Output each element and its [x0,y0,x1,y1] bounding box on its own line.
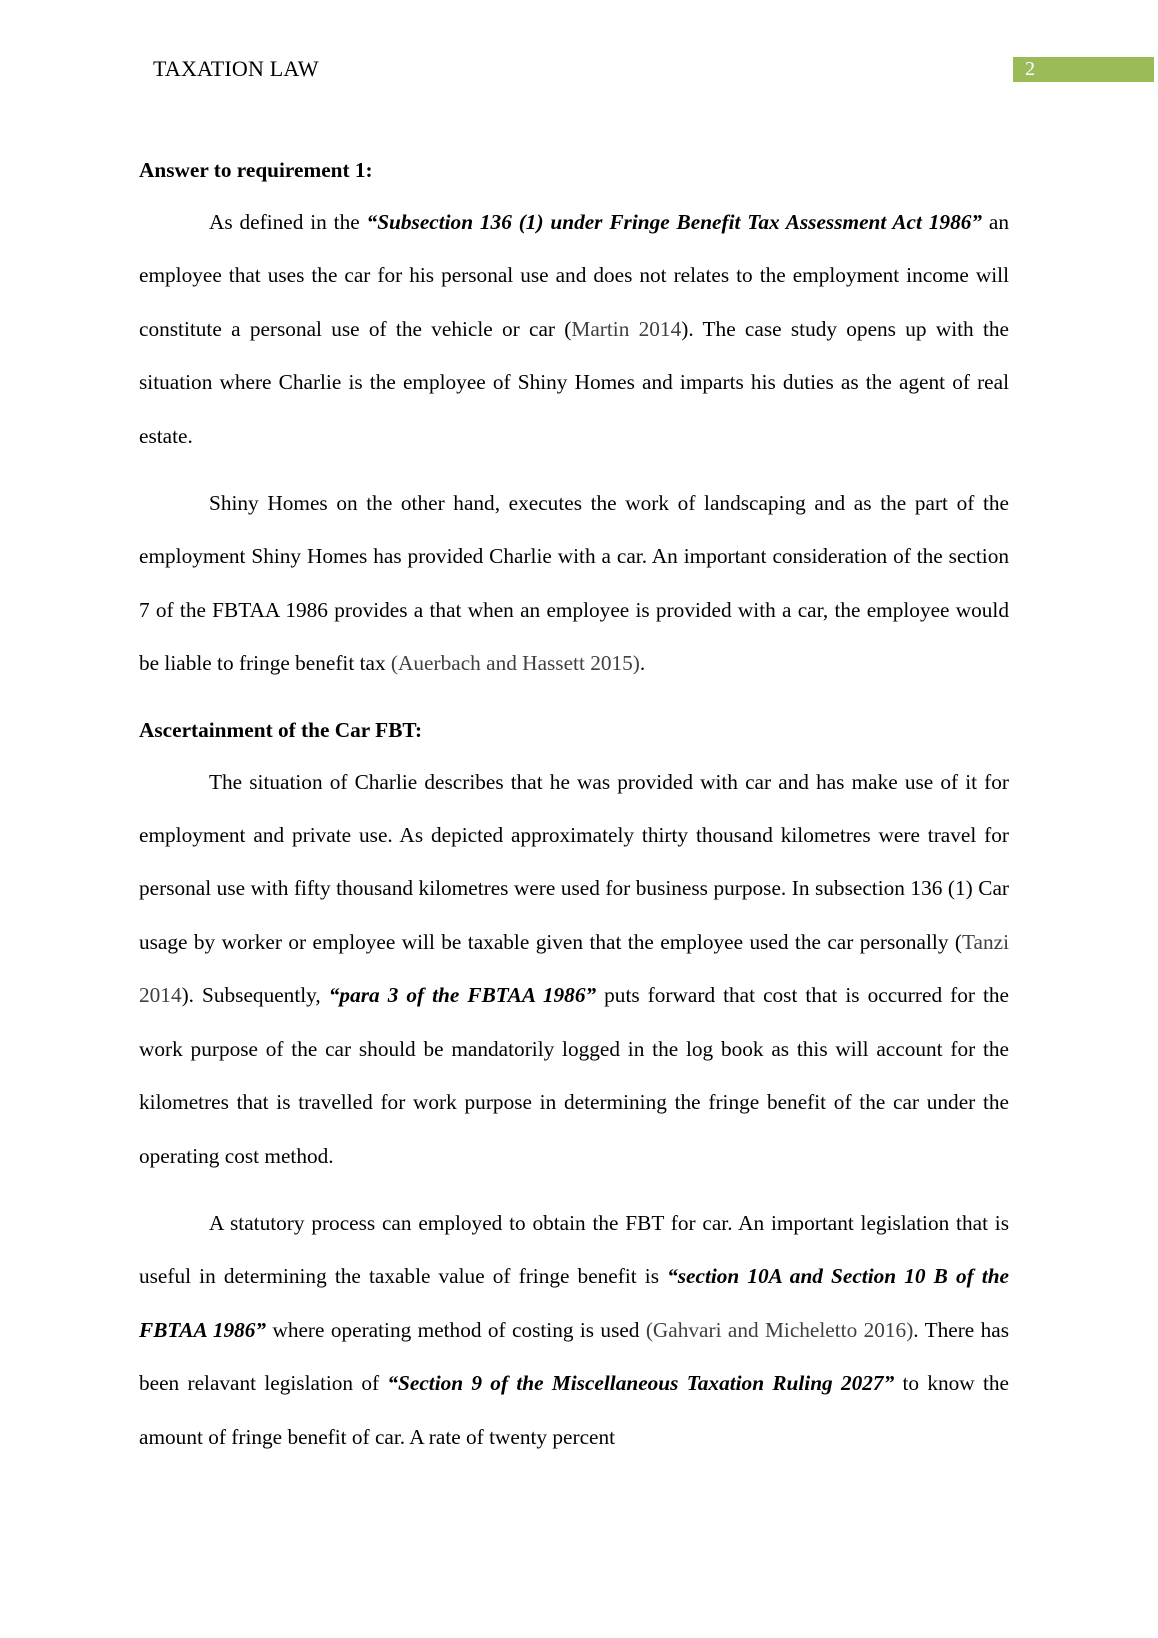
page-number: 2 [1013,57,1154,82]
text-run: to know the amount of fringe benefit of car. A rate of twenty percent [139,1371,1009,1449]
text-run: A statutory process can employed to obtain the FBT for car. An important legislation that is useful in determining the taxable value of fringe benefit is [139,1210,1009,1289]
running-header: TAXATION LAW [153,56,319,81]
paragraph-1 [139,196,1009,463]
paragraph-2 [139,477,1009,691]
citation: (Auerbach and Hassett 2015) [390,651,640,676]
text-run: . There has been relavant legislation of [139,1317,1010,1396]
paragraph-4 [139,1197,1009,1464]
document-body [139,155,1009,1464]
text-run: Shiny Homes on the other hand, executes the work of landscaping and as the part of the employment Shiny Homes has provided Charlie with a car. An important consideration of the section 7 of the FBTAA 1986 provides a that when an employee is provided with a car, the employee would be liable to fringe benefit tax [139,491,1009,676]
text-run: puts forward that cost that is occurred for the work purpose of the car should be mandatorily logged in the log book as this will account for the kilometres that is travelled for work purpose in determining the fringe benefit of the car under the operating cost method. [139,983,1009,1168]
statute-reference: “para 3 of the FBTAA 1986” [328,983,597,1008]
section-heading-requirement-1: Answer to requirement 1: [139,158,373,182]
text-run: where operating method of costing is used [266,1317,646,1342]
statute-reference: “Subsection 136 (1) under Fringe Benefit Tax Assessment Act 1986” [366,210,983,234]
statute-reference: “section 10A and Section 10 B of the FBTAA 1986” [139,1264,1009,1342]
text-run: The situation of Charlie describes that he was provided with car and has make use of it for employment and private use. As depicted approximately thirty thousand kilometres were travel for personal use with fifty thousand kilometres were used for business purpose. In subsection 136 (1) Car usage by worker or employee will be taxable given that the employee used the car personally ( [139,769,1009,954]
citation: (Gahvari and Micheletto 2016) [645,1317,914,1342]
text-run: an employee that uses the car for his personal use and does not relates to the employment income will constitute a personal use of the vehicle or car ( [139,210,1009,341]
text-run: As defined in the [209,210,367,234]
text-run: ). The case study opens up with the situation where Charlie is the employee of Shiny Homes and imparts his duties as the agent of real estate. [139,316,1009,448]
statute-reference: “Section 9 of the Miscellaneous Taxation Ruling 2027” [387,1371,895,1396]
section-heading-car-fbt: Ascertainment of the Car FBT: [139,717,423,742]
citation: Tanzi 2014 [139,929,1009,1008]
text-run: ). Subsequently, [181,983,329,1008]
text-run: . [639,651,646,676]
paragraph-3 [139,756,1009,1183]
citation: Martin 2014 [571,316,682,341]
